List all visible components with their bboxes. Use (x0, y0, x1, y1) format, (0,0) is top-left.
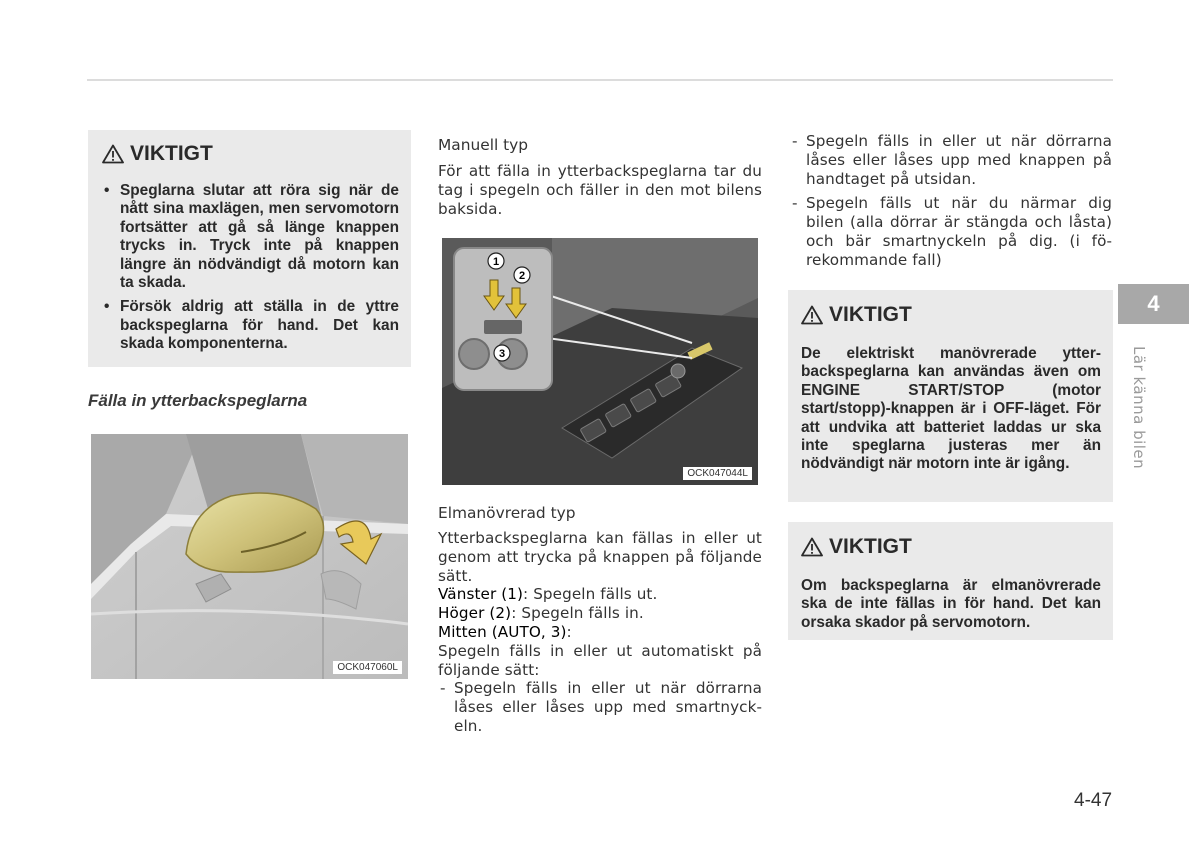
left-line: Vänster (1): Spegeln fälls ut. (438, 585, 658, 604)
manual-text: För att fälla in ytterbackspeglarna tar du tag i spegeln och fäller in den mot bilens baksida. (438, 162, 762, 218)
electric-intro: Ytterbackspeglarna kan fällas in eller ut genom att trycka på knappen på följande sätt. (438, 529, 762, 585)
section-title: Fälla in ytterbackspeglarna (88, 391, 308, 410)
figure-switch (442, 238, 758, 485)
figure-code: OCK047044L (683, 467, 752, 480)
warning-item: • Speglarna slutar att röra sig när de nått sina maxlägen, men servomotorn fortsätter att gå så länge knappen trycks in. Tryck inte på knappen längre än nödvändigt då motorn kan ta skada. (102, 182, 399, 292)
warning-list (102, 182, 399, 354)
warning-triangle-icon (801, 305, 823, 325)
warning-box-right-1 (788, 290, 1113, 502)
warning-text: Om backspeglarna är elmanövrerade ska de inte fällas in för hand. Det kan orsaka skador på servomotorn. (801, 577, 1101, 631)
electric-body (438, 529, 762, 736)
callout-1: 1 (492, 256, 500, 268)
right-list (790, 132, 1112, 270)
right-list-item: - Spegeln fälls in eller ut när dörrarna låses eller låses upp med knappen på handtaget på utsidan. (790, 132, 1112, 188)
switch-illustration (442, 238, 758, 485)
warning-title: VIKTIGT (801, 535, 1101, 559)
middle-line: Mitten (AUTO, 3): (438, 622, 572, 641)
chapter-side-label: Lär känna bilen (1130, 346, 1148, 470)
auto-list-item: - Spegeln fälls in eller ut när dörrarna låses eller låses upp med smartnyckeln. (438, 679, 762, 735)
warning-text: De elektriskt manövrerade ytterbackspeglarna kan användas även om ENGINE START/STOP (motor start/stopp)-knappen är i OFF-läget. För att undvika att batteriet laddas ur ska inte speglarna justeras mer än nödvändigt när motorn inte är igång. (801, 345, 1101, 473)
figure-code: OCK047060L (333, 661, 402, 674)
warning-item: • Försök aldrig att ställa in de yttre backspeglarna för hand. Det kan skada komponenterna. (102, 298, 399, 353)
electric-heading: Elmanövrerad typ (438, 504, 576, 522)
warning-triangle-icon (801, 537, 823, 557)
auto-list (438, 679, 762, 735)
chapter-tab: 4 (1118, 284, 1189, 324)
warning-title: VIKTIGT (801, 303, 1101, 327)
callout-3: 3 (498, 348, 506, 360)
page-number: 4-47 (1074, 790, 1113, 811)
manual-heading: Manuell typ (438, 136, 529, 154)
mirror-illustration (91, 434, 408, 679)
warning-title: VIKTIGT (102, 142, 399, 166)
right-list-item: - Spegeln fälls ut när du närmar dig bilen (alla dörrar är stängda och låsta) och bär smartnyckeln på dig. (i förekommande fall) (790, 194, 1112, 269)
warning-box-right-2 (788, 522, 1113, 640)
auto-text: Spegeln fälls in eller ut automatiskt på följande sätt: (438, 641, 762, 679)
warning-triangle-icon (102, 144, 124, 164)
figure-mirror (91, 434, 408, 679)
callout-2: 2 (518, 270, 526, 282)
header-rule (87, 79, 1113, 81)
warning-box-left (88, 130, 411, 367)
right-line: Höger (2): Spegeln fälls in. (438, 604, 644, 623)
